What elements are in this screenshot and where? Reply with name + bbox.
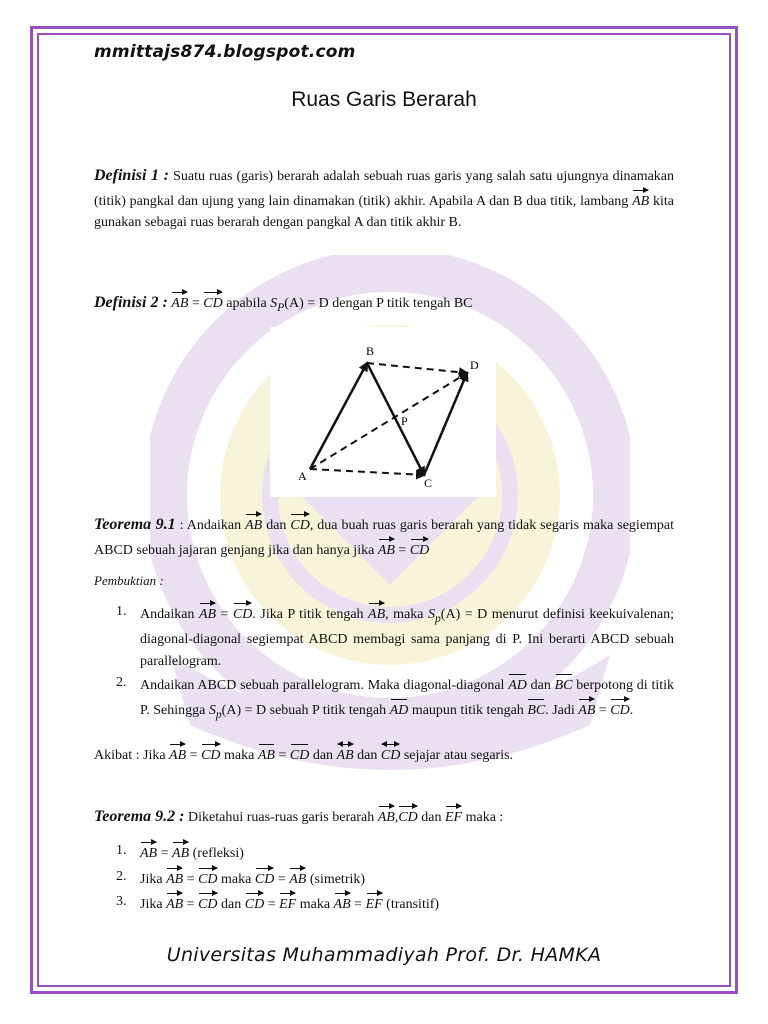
vector-ab: AB	[169, 742, 186, 767]
theorem-9-2	[94, 804, 674, 829]
list-number: 2.	[116, 675, 127, 691]
segment-ad: AD	[390, 697, 409, 722]
proof-item-2	[94, 672, 674, 725]
equals-sign: =	[398, 542, 407, 558]
property-text: maka	[299, 897, 331, 912]
theorem-9-2-text: maka :	[465, 810, 504, 825]
conjunction: dan	[357, 748, 378, 763]
parallelogram-diagram	[270, 327, 496, 497]
vector-ab: AB	[140, 840, 157, 865]
theorem-9-2-list	[94, 840, 674, 916]
vector-ab: AB	[171, 290, 188, 315]
colon: :	[179, 518, 184, 533]
equals-sign: =	[191, 296, 200, 311]
property-text: Jika	[140, 897, 163, 912]
equals-sign: =	[189, 748, 198, 763]
proof-text: berpotong di titik P. Sehingga	[140, 678, 675, 718]
definition-2-label: Definisi 2 :	[94, 294, 168, 311]
theorem-9-1-text-a: Andaikan	[186, 518, 242, 533]
point-b-label: B	[366, 344, 375, 358]
point-p-label: P	[401, 414, 408, 428]
vector-cd: CD	[290, 512, 309, 537]
conjunction: dan	[530, 678, 551, 694]
footer-university-name: Universitas Muhammadiyah Prof. Dr. HAMKA	[166, 944, 602, 966]
proof-text: . Jadi	[545, 702, 575, 718]
proof-text: , maka	[385, 607, 424, 622]
vector-cd-line	[424, 373, 467, 475]
vector-ab: AB	[166, 866, 183, 891]
theorem-9-1-label: Teorema 9.1	[94, 516, 176, 533]
vector-ab: AB	[245, 512, 262, 537]
property-name: (transitif)	[386, 897, 440, 912]
vector-ef: EF	[279, 891, 296, 916]
vector-cd: CD	[255, 866, 274, 891]
vector-ef: EF	[366, 891, 383, 916]
corollary-text: maka	[224, 748, 255, 763]
vector-ab-line	[310, 363, 367, 469]
line-cd-text: CD	[380, 748, 401, 763]
vector-cd: CD	[610, 697, 629, 722]
conjunction: dan	[221, 897, 242, 912]
definition-2	[94, 290, 674, 318]
vector-cd: CD	[245, 891, 264, 916]
proof-text: Andaikan ABCD sebuah parallelogram. Maka diagonal-diagonal	[140, 678, 505, 694]
definition-1-text-a: Suatu ruas (garis) berarah adalah sebuah ruas garis yang salah satu ujungnya dinamakan (titik) pangkal dan ujung yang lain dinamakan (titik) akhir. Apabila A dan B dua titik, lambang	[94, 169, 675, 209]
half-turn-argument: (A) = D	[221, 702, 267, 718]
dashed-ad-line	[310, 373, 467, 469]
definition-2-text-b: dengan P titik tengah BC	[332, 296, 473, 311]
theorem-9-2-label: Teorema 9.2 :	[94, 808, 185, 825]
vector-ab: AB	[378, 537, 395, 562]
dashed-ac-line	[310, 469, 424, 475]
definition-1-text-b: kita gunakan sebagai ruas berarah dengan pangkal A dan titik akhir B.	[94, 193, 675, 230]
segment-bc: BC	[555, 672, 573, 697]
vector-cd: CD	[201, 742, 220, 767]
half-turn-argument: (A) = D	[440, 607, 488, 622]
equals-sign: =	[186, 897, 195, 912]
definition-2-text-a: apabila	[226, 296, 267, 311]
proof-item-1	[94, 601, 674, 672]
vector-ab: AB	[289, 866, 306, 891]
segment-bc: BC	[527, 697, 545, 722]
list-number: 1.	[116, 604, 127, 619]
dashed-bd-line	[367, 363, 467, 373]
proof-text: . Jika P titik tengah	[252, 607, 364, 622]
segment-ab: AB	[258, 742, 275, 767]
property-symmetric	[94, 866, 674, 891]
equals-sign: =	[278, 748, 287, 763]
equals-sign: =	[354, 897, 363, 912]
corollary-text: Akibat : Jika	[94, 748, 166, 763]
vector-cd: CD	[233, 601, 252, 626]
proof-text: menurut definisi keekuivalenan; diagonal-diagonal segiempat ABCD membagi sama panjang di P. Ini berarti ABCD sebuah parallelogram.	[140, 607, 675, 669]
equals-sign: =	[277, 871, 286, 887]
property-transitive	[94, 891, 674, 916]
vector-cd: CD	[203, 290, 222, 315]
half-turn-subscript: p	[215, 707, 222, 721]
comma: ,	[394, 810, 399, 825]
equals-sign: =	[186, 871, 195, 887]
list-number: 2.	[116, 868, 127, 884]
line-ab-text: AB	[336, 748, 354, 763]
proof-text: Andaikan	[140, 607, 195, 622]
proof-text: .	[629, 702, 634, 718]
vector-ab: AB	[378, 804, 395, 829]
segment-cd: CD	[290, 742, 309, 767]
corollary-text: sejajar atau segaris.	[403, 748, 514, 763]
vector-ab: AB	[199, 601, 216, 626]
half-turn-subscript: P	[277, 300, 285, 314]
property-name: (refleksi)	[192, 846, 244, 861]
point-c-label: C	[424, 476, 433, 490]
vector-ab: AB	[368, 601, 385, 626]
equals-sign: =	[267, 897, 276, 912]
theorem-9-2-text: Diketahui ruas-ruas garis berarah	[188, 810, 375, 825]
vector-cd: CD	[410, 537, 429, 562]
point-d-label: D	[470, 358, 479, 372]
theorem-9-1	[94, 512, 674, 561]
property-text: maka	[221, 871, 252, 887]
proof-label: Pembuktian :	[94, 573, 164, 588]
equals-sign: =	[598, 702, 607, 718]
half-turn-argument: (A) = D	[284, 296, 329, 311]
vector-cd: CD	[398, 804, 417, 829]
definition-1-label: Definisi 1 :	[94, 167, 169, 184]
vector-ab: AB	[172, 840, 189, 865]
segment-ad: AD	[508, 672, 527, 697]
line-ab	[337, 742, 354, 767]
vector-ab: AB	[578, 697, 595, 722]
conjunction: dan	[421, 810, 442, 825]
definition-1	[94, 165, 674, 234]
half-turn-subscript: p	[434, 611, 441, 625]
point-a-label: A	[298, 469, 307, 483]
property-reflexive	[94, 840, 674, 865]
half-turn-symbol: S	[208, 702, 216, 718]
corollary	[94, 742, 674, 767]
equals-sign: =	[160, 846, 169, 861]
blog-url: mmittajs874.blogspot.com	[94, 42, 356, 62]
equals-sign: =	[220, 607, 229, 622]
half-turn-symbol: S	[270, 296, 278, 311]
theorem-9-1-text-b: , dua buah ruas garis berarah yang tidak segaris maka segiempat ABCD sebuah jajaran genjang jika dan hanya jika	[94, 518, 675, 558]
proof-text: sebuah P titik tengah	[269, 702, 387, 718]
vector-ab: AB	[166, 891, 183, 916]
half-turn-symbol: S	[427, 607, 435, 622]
vector-bc-line	[367, 363, 424, 475]
conjunction: dan	[312, 748, 334, 763]
line-cd	[381, 742, 400, 767]
list-number: 3.	[116, 894, 127, 909]
page-title: Ruas Garis Berarah	[291, 88, 477, 111]
vector-cd: CD	[198, 866, 217, 891]
proof-text: maupun titik tengah	[411, 702, 524, 718]
property-name: (simetrik)	[309, 871, 366, 887]
list-number: 1.	[116, 843, 127, 858]
proof-list	[94, 601, 674, 725]
vector-cd: CD	[198, 891, 217, 916]
conjunction: dan	[266, 518, 287, 533]
vector-ef: EF	[445, 804, 462, 829]
property-text: Jika	[140, 871, 163, 887]
vector-ab: AB	[334, 891, 351, 916]
vector-ab: AB	[632, 188, 649, 213]
